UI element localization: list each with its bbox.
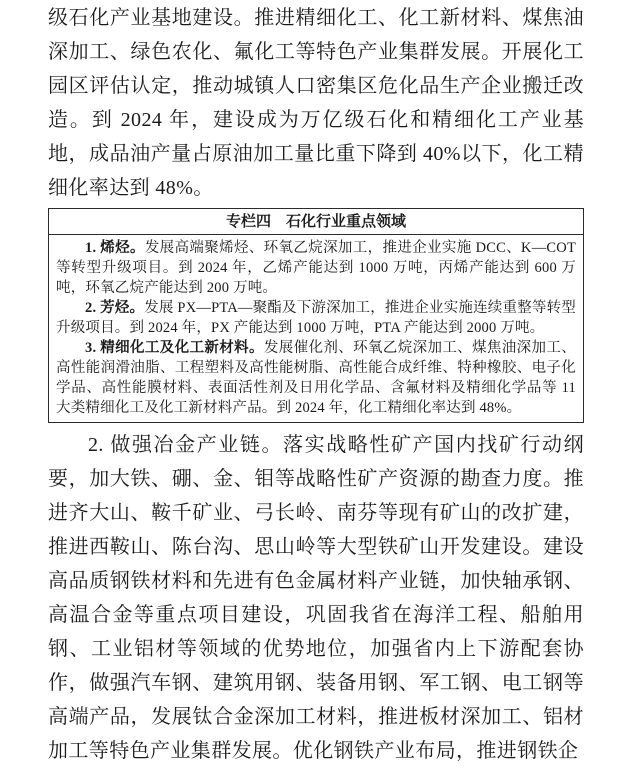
feature-box-item-olefins — [56, 238, 576, 298]
feature-box-item-aromatics — [56, 298, 576, 338]
feature-box-item-aromatics-text: 发展 PX—PTA—聚酯及下游深加工，推进企业实施连续重整等转型升级项目。到 2024 年，PX 产能达到 1000 万吨，PTA 产能达到 2000 万吨。 — [56, 300, 576, 336]
feature-box-item-fine-chemicals — [56, 338, 576, 418]
feature-box-body — [49, 235, 583, 422]
feature-box-item-aromatics-lead: 2. 芳烃。 — [85, 300, 145, 316]
feature-box-item-olefins-text: 发展高端聚烯烃、环氧乙烷深加工，推进企业实施 DCC、K—COT 等转型升级项目。到 2024 年，乙烯产能达到 1000 万吨，丙烯产能达到 600 万吨，环氧乙烷产能达到 200 万吨。 — [56, 240, 577, 296]
feature-box-item-fine-chemicals-lead: 3. 精细化工及化工新材料。 — [85, 340, 264, 356]
paragraph-petrochemical-continuation: 级石化产业基地建设。推进精细化工、化工新材料、煤焦油深加工、绿色农化、氟化工等特色产业集群发展。开展化工园区评估认定，推动城镇人口密集区危化品生产企业搬迁改造。到 2024 年，建设成为万亿级石化和精细化工产业基地，成品油产量占原油加工量比重下降到 40%以下，化工精细化率达到 48%。 — [48, 7, 584, 199]
feature-box-item-olefins-lead: 1. 烯烃。 — [85, 240, 145, 256]
paragraph-metallurgy-chain: 2. 做强冶金产业链。落实战略性矿产国内找矿行动纲要，加大铁、硼、金、钼等战略性矿产资源的勘查力度。推进齐大山、鞍千矿业、弓长岭、南芬等现有矿山的改扩建，推进西鞍山、陈台沟、思山岭等大型铁矿山开发建设。建设高品质钢铁材料和先进有色金属材料产业链，加快轴承钢、高温合金等重点项目建设，巩固我省在海洋工程、船舶用钢、工业铝材等领域的优势地位，加强省内上下游配套协作，做强汽车钢、建筑用钢、装备用钢、军工钢、电工钢等高端产品，发展钛合金深加工材料，推进板材深加工、铝材加工等特色产业集群发展。优化钢铁产业布局，推进钢铁企 — [48, 434, 584, 762]
feature-box-column-four — [48, 208, 584, 423]
feature-box-title: 专栏四 石化行业重点领域 — [49, 209, 583, 235]
feature-box-item-fine-chemicals-text: 发展催化剂、环氧乙烷深加工、煤焦油深加工、高性能润滑油脂、工程塑料及高性能树脂、高性能合成纤维、特种橡胶、电子化学品、高性能膜材料、表面活性剂及日用化学品、含氟材料及精细化学品等 11 大类精细化工及化工新材料产品。到 2024 年，化工精细化率达到 48%。 — [56, 340, 576, 416]
